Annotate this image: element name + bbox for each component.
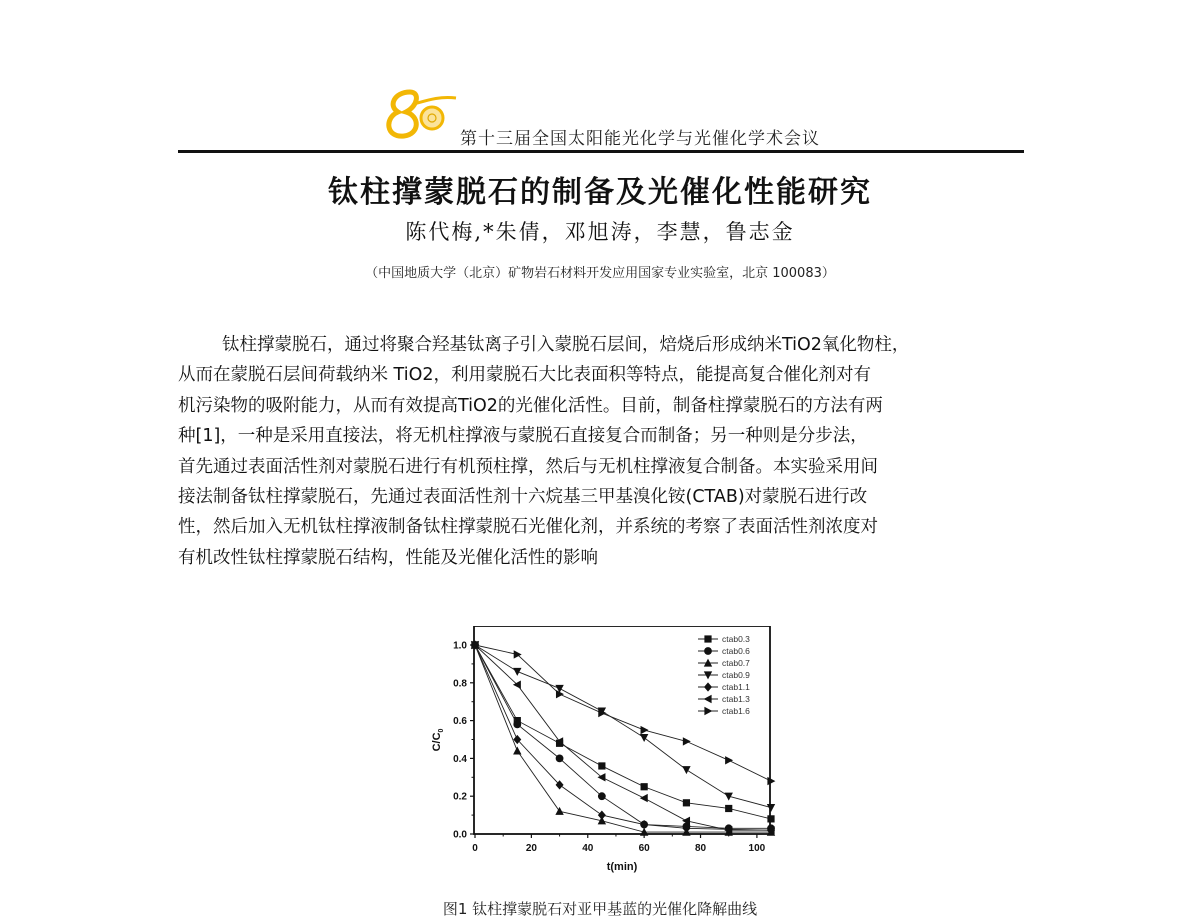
header-divider	[178, 150, 1024, 153]
x-tick-label: 60	[638, 843, 650, 854]
chart-legend	[698, 634, 750, 716]
conference-80-logo-icon	[380, 86, 460, 142]
body-line: 从而在蒙脱石层间荷载纳米 TiO2，利用蒙脱石大比表面积等特点，能提高复合催化剂对有	[178, 365, 871, 386]
paper-title: 钛柱撑蒙脱石的制备及光催化性能研究	[328, 175, 872, 210]
y-tick-label: 0.2	[453, 791, 467, 803]
author-list: 陈代梅,*朱倩，邓旭涛，李慧，鲁志金	[405, 220, 795, 244]
legend-label: ctab1.1	[722, 682, 750, 692]
x-tick-label: 0	[472, 843, 478, 854]
affiliation: （中国地质大学（北京）矿物岩石材料开发应用国家专业实验室，北京 100083）	[365, 266, 835, 281]
legend-label: ctab1.3	[722, 694, 750, 704]
legend-label: ctab0.6	[722, 646, 750, 656]
legend-label: ctab0.7	[722, 658, 750, 668]
body-line: 首先通过表面活性剂对蒙脱石进行有机预柱撑，然后与无机柱撑液复合制备。本实验采用间	[178, 456, 878, 477]
y-tick-label: 1.0	[453, 640, 467, 652]
figure-caption: 图1 钛柱撑蒙脱石对亚甲基蓝的光催化降解曲线	[442, 900, 758, 918]
body-paragraph	[178, 330, 1024, 573]
conference-title: 第十三届全国太阳能光化学与光催化学术会议	[460, 129, 820, 149]
y-axis-label: $C/C_0$	[431, 728, 445, 752]
y-tick-label: 0.8	[453, 678, 467, 690]
y-tick-label: 0.6	[453, 716, 467, 728]
legend-label: ctab0.3	[722, 634, 750, 644]
body-line: 种[1]，一种是采用直接法，将无机柱撑液与蒙脱石直接复合而制备；另一种则是分步法，	[178, 426, 868, 447]
x-tick-label: 40	[582, 843, 594, 854]
body-line: 性，然后加入无机钛柱撑液制备钛柱撑蒙脱石光催化剂，并系统的考察了表面活性剂浓度对	[178, 517, 878, 538]
legend-label: ctab1.6	[722, 706, 750, 716]
body-line: 接法制备钛柱撑蒙脱石，先通过表面活性剂十六烷基三甲基溴化铵(CTAB)对蒙脱石进行改	[178, 486, 868, 507]
x-tick-label: 20	[525, 843, 537, 854]
body-line: 有机改性钛柱撑蒙脱石结构，性能及光催化活性的影响	[178, 547, 598, 568]
x-tick-label: 100	[748, 843, 766, 854]
body-line: 机污染物的吸附能力，从而有效提高TiO2的光催化活性。目前，制备柱撑蒙脱石的方法有两	[178, 395, 883, 416]
y-tick-label: 0.0	[453, 829, 467, 841]
y-tick-label: 0.4	[453, 753, 467, 765]
body-line: 钛柱撑蒙脱石，通过将聚合羟基钛离子引入蒙脱石层间，焙烧后形成纳米TiO2氧化物柱，	[222, 335, 910, 355]
legend-label: ctab0.9	[722, 670, 750, 680]
degradation-line-chart	[420, 626, 800, 876]
x-axis-label: t(min)	[606, 861, 638, 873]
x-tick-label: 80	[694, 843, 707, 854]
